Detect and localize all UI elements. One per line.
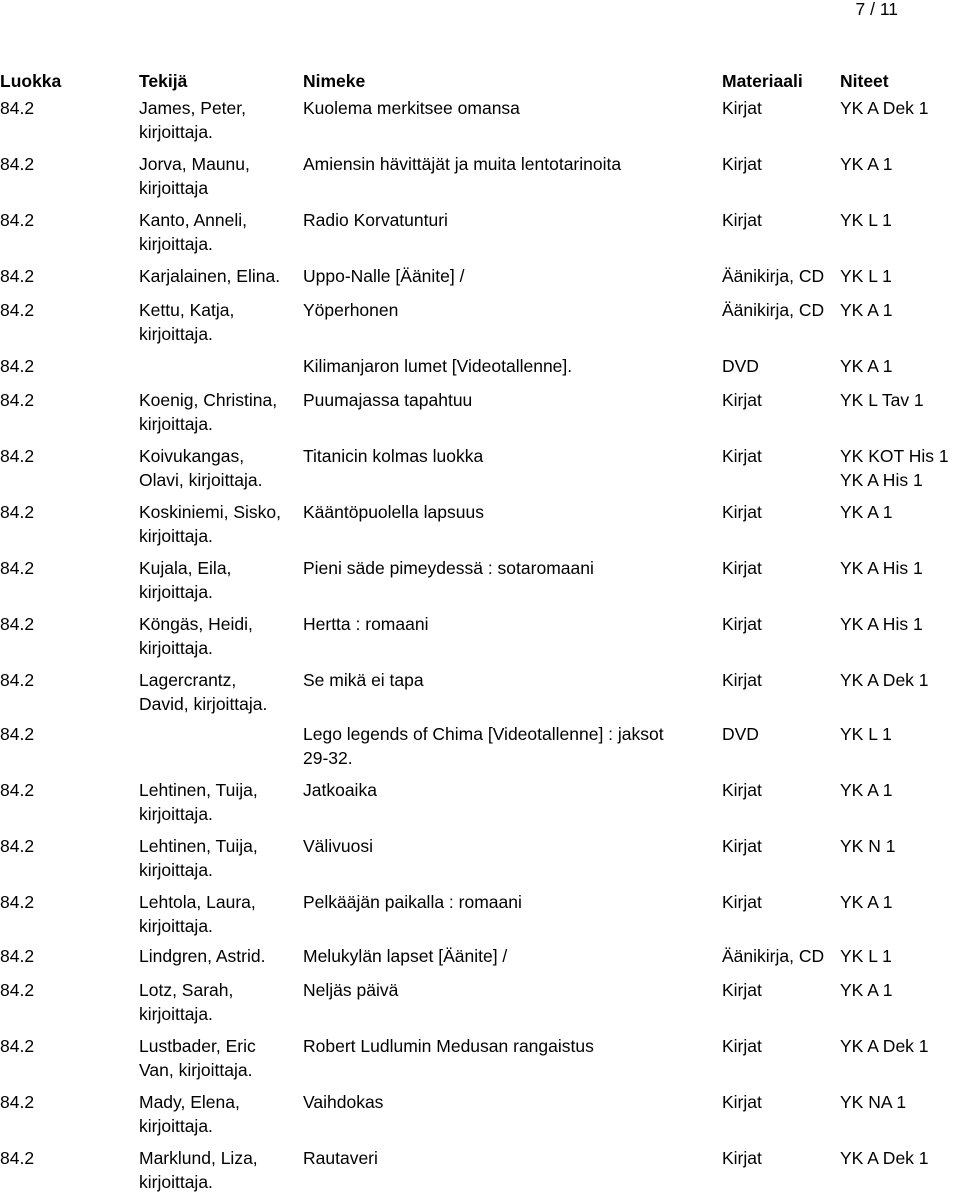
cell-materiaali: Kirjat: [722, 836, 762, 856]
cell-luokka: 84.2: [0, 614, 35, 634]
cell-tekija: Lustbader, Eric: [139, 1036, 256, 1056]
cell-niteet: YK A Dek 1: [840, 98, 929, 118]
cell-luokka: 84.2: [0, 670, 35, 690]
cell-tekija: kirjoittaja.: [139, 122, 213, 142]
cell-tekija: Koivukangas,: [139, 446, 245, 466]
cell-luokka: 84.2: [0, 446, 35, 466]
cell-tekija: Van, kirjoittaja.: [139, 1060, 253, 1080]
cell-tekija: Karjalainen, Elina.: [139, 266, 281, 286]
cell-nimeke: Yöperhonen: [303, 300, 399, 320]
cell-materiaali: Kirjat: [722, 780, 762, 800]
cell-nimeke: 29-32.: [303, 748, 353, 768]
cell-niteet: YK A 1: [840, 300, 893, 320]
cell-tekija: kirjoittaja.: [139, 804, 213, 824]
cell-materiaali: Kirjat: [722, 390, 762, 410]
cell-niteet: YK N 1: [840, 836, 896, 856]
cell-luokka: 84.2: [0, 210, 35, 230]
cell-materiaali: Kirjat: [722, 154, 762, 174]
cell-luokka: 84.2: [0, 892, 35, 912]
cell-tekija: kirjoittaja: [139, 178, 209, 198]
cell-niteet: YK L 1: [840, 210, 892, 230]
cell-luokka: 84.2: [0, 1036, 35, 1056]
header-materiaali: Materiaali: [722, 71, 803, 91]
cell-luokka: 84.2: [0, 356, 35, 376]
cell-luokka: 84.2: [0, 390, 35, 410]
cell-niteet: YK A His 1: [840, 558, 923, 578]
cell-nimeke: Kääntöpuolella lapsuus: [303, 502, 484, 522]
cell-niteet: YK A 1: [840, 780, 893, 800]
cell-tekija: kirjoittaja.: [139, 916, 213, 936]
cell-nimeke: Neljäs päivä: [303, 980, 399, 1000]
cell-nimeke: Amiensin hävittäjät ja muita lentotarinoita: [303, 154, 622, 174]
page-number: 7 / 11: [855, 0, 898, 19]
cell-luokka: 84.2: [0, 780, 35, 800]
header-tekija: Tekijä: [139, 71, 188, 91]
cell-niteet: YK A Dek 1: [840, 1036, 929, 1056]
cell-tekija: kirjoittaja.: [139, 860, 213, 880]
cell-materiaali: Kirjat: [722, 558, 762, 578]
cell-tekija: Mady, Elena,: [139, 1092, 240, 1112]
cell-luokka: 84.2: [0, 724, 35, 744]
cell-luokka: 84.2: [0, 1148, 35, 1168]
cell-tekija: Lehtinen, Tuija,: [139, 780, 258, 800]
cell-luokka: 84.2: [0, 946, 35, 966]
cell-niteet: YK A Dek 1: [840, 670, 929, 690]
cell-niteet: YK A 1: [840, 154, 893, 174]
cell-materiaali: DVD: [722, 356, 759, 376]
cell-tekija: Kettu, Katja,: [139, 300, 235, 320]
cell-tekija: Lehtinen, Tuija,: [139, 836, 258, 856]
cell-nimeke: Puumajassa tapahtuu: [303, 390, 473, 410]
cell-materiaali: Äänikirja, CD: [722, 946, 825, 966]
cell-nimeke: Radio Korvatunturi: [303, 210, 448, 230]
cell-niteet: YK NA 1: [840, 1092, 907, 1112]
cell-tekija: kirjoittaja.: [139, 324, 213, 344]
cell-materiaali: Kirjat: [722, 1148, 762, 1168]
cell-materiaali: Kirjat: [722, 502, 762, 522]
cell-nimeke: Hertta : romaani: [303, 614, 429, 634]
cell-niteet: YK A 1: [840, 356, 893, 376]
cell-niteet: YK A 1: [840, 502, 893, 522]
cell-niteet: YK A 1: [840, 980, 893, 1000]
cell-nimeke: Kuolema merkitsee omansa: [303, 98, 520, 118]
cell-tekija: Koenig, Christina,: [139, 390, 278, 410]
cell-tekija: kirjoittaja.: [139, 1172, 213, 1192]
cell-tekija: David, kirjoittaja.: [139, 694, 268, 714]
cell-materiaali: DVD: [722, 724, 759, 744]
cell-nimeke: Vaihdokas: [303, 1092, 384, 1112]
cell-nimeke: Pieni säde pimeydessä : sotaromaani: [303, 558, 594, 578]
cell-luokka: 84.2: [0, 266, 35, 286]
cell-tekija: Lotz, Sarah,: [139, 980, 234, 1000]
cell-tekija: Köngäs, Heidi,: [139, 614, 253, 634]
cell-materiaali: Äänikirja, CD: [722, 300, 825, 320]
cell-niteet: YK L 1: [840, 724, 892, 744]
cell-materiaali: Kirjat: [722, 614, 762, 634]
cell-tekija: Kanto, Anneli,: [139, 210, 247, 230]
cell-materiaali: Kirjat: [722, 1036, 762, 1056]
cell-niteet: YK L 1: [840, 266, 892, 286]
cell-niteet: YK KOT His 1: [840, 446, 949, 466]
cell-niteet: YK A Dek 1: [840, 1148, 929, 1168]
cell-tekija: Kujala, Eila,: [139, 558, 232, 578]
cell-luokka: 84.2: [0, 502, 35, 522]
cell-tekija: kirjoittaja.: [139, 414, 213, 434]
cell-materiaali: Kirjat: [722, 98, 762, 118]
cell-tekija: kirjoittaja.: [139, 1004, 213, 1024]
cell-materiaali: Kirjat: [722, 1092, 762, 1112]
cell-tekija: Jorva, Maunu,: [139, 154, 250, 174]
cell-luokka: 84.2: [0, 836, 35, 856]
cell-tekija: kirjoittaja.: [139, 582, 213, 602]
cell-tekija: kirjoittaja.: [139, 526, 213, 546]
cell-tekija: Lagercrantz,: [139, 670, 237, 690]
cell-niteet: YK L Tav 1: [840, 390, 924, 410]
cell-luokka: 84.2: [0, 154, 35, 174]
cell-materiaali: Kirjat: [722, 892, 762, 912]
cell-nimeke: Titanicin kolmas luokka: [303, 446, 484, 466]
cell-materiaali: Kirjat: [722, 210, 762, 230]
cell-niteet: YK A His 1: [840, 614, 923, 634]
cell-tekija: Marklund, Liza,: [139, 1148, 258, 1168]
cell-nimeke: Se mikä ei tapa: [303, 670, 424, 690]
cell-materiaali: Kirjat: [722, 980, 762, 1000]
cell-nimeke: Välivuosi: [303, 836, 374, 856]
cell-tekija: Olavi, kirjoittaja.: [139, 470, 263, 490]
cell-nimeke: Jatkoaika: [303, 780, 377, 800]
cell-nimeke: Uppo-Nalle [Äänite] /: [303, 266, 465, 286]
header-niteet: Niteet: [840, 71, 889, 91]
cell-nimeke: Robert Ludlumin Medusan rangaistus: [303, 1036, 594, 1056]
cell-nimeke: Rautaveri: [303, 1148, 378, 1168]
cell-luokka: 84.2: [0, 98, 35, 118]
cell-tekija: Lehtola, Laura,: [139, 892, 256, 912]
cell-materiaali: Kirjat: [722, 446, 762, 466]
cell-nimeke: Lego legends of Chima [Videotallenne] : jaksot: [303, 724, 664, 744]
cell-materiaali: Kirjat: [722, 670, 762, 690]
cell-niteet: YK L 1: [840, 946, 892, 966]
header-nimeke: Nimeke: [303, 71, 366, 91]
cell-nimeke: Pelkääjän paikalla : romaani: [303, 892, 522, 912]
cell-luokka: 84.2: [0, 558, 35, 578]
cell-nimeke: Kilimanjaron lumet [Videotallenne].: [303, 356, 573, 376]
cell-luokka: 84.2: [0, 980, 35, 1000]
cell-nimeke: Melukylän lapset [Äänite] /: [303, 946, 508, 966]
cell-niteet: YK A His 1: [840, 470, 923, 490]
cell-tekija: Lindgren, Astrid.: [139, 946, 266, 966]
cell-luokka: 84.2: [0, 300, 35, 320]
header-luokka: Luokka: [0, 71, 62, 91]
cell-niteet: YK A 1: [840, 892, 893, 912]
cell-materiaali: Äänikirja, CD: [722, 266, 825, 286]
cell-tekija: kirjoittaja.: [139, 1116, 213, 1136]
cell-tekija: kirjoittaja.: [139, 234, 213, 254]
cell-tekija: kirjoittaja.: [139, 638, 213, 658]
cell-luokka: 84.2: [0, 1092, 35, 1112]
cell-tekija: James, Peter,: [139, 98, 246, 118]
cell-tekija: Koskiniemi, Sisko,: [139, 502, 281, 522]
